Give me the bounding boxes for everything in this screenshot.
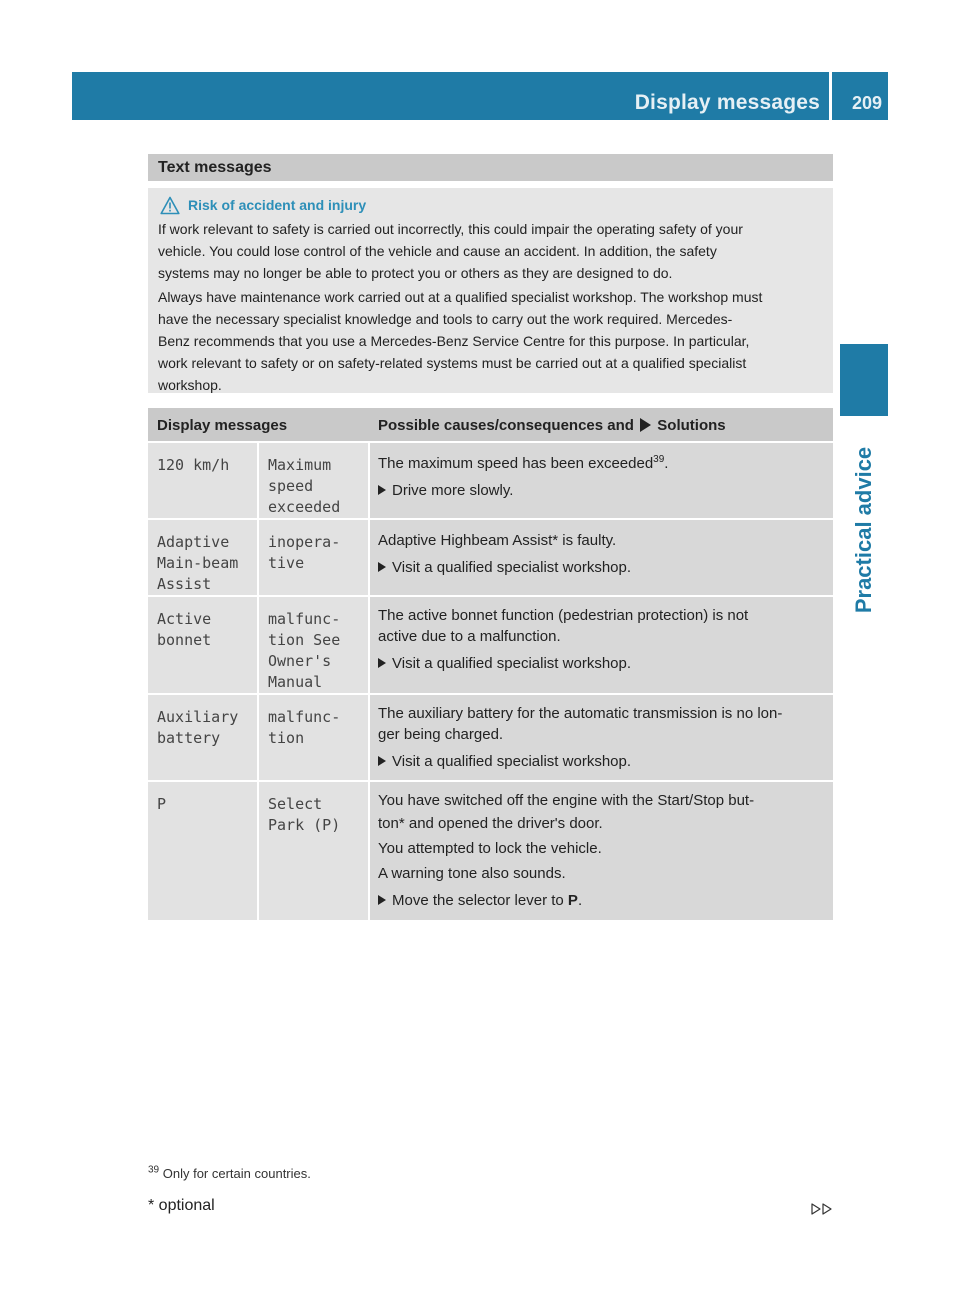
message-cell xyxy=(148,443,257,518)
cause-line: You have switched off the engine with the Start/Stop but- xyxy=(378,792,755,809)
cause-line-end: . xyxy=(664,455,669,472)
solution-cell xyxy=(370,597,833,693)
action-text-end: . xyxy=(577,892,583,909)
action-text: Visit a qualified specialist workshop. xyxy=(392,753,632,770)
action-text: Move the selector lever to xyxy=(392,892,564,909)
table-row xyxy=(148,782,833,920)
action-step xyxy=(378,751,631,773)
action-step xyxy=(378,557,631,579)
warning-line: work relevant to safety or on safety-related systems must be carried out at a qualified specialist xyxy=(158,355,747,371)
bullet-arrow-icon xyxy=(378,485,386,495)
message-cell xyxy=(259,520,368,595)
cause-text xyxy=(378,453,668,475)
action-step xyxy=(378,890,582,912)
footnote-text: Only for certain countries. xyxy=(162,1166,311,1181)
solution-cell xyxy=(370,695,833,780)
message-cell xyxy=(259,443,368,518)
cause-line: A warning tone also sounds. xyxy=(378,865,566,882)
warning-line: systems may no longer be able to protect you or others as they are designed to do. xyxy=(158,265,673,281)
warning-triangle-icon xyxy=(160,196,180,215)
optional-note: * optional xyxy=(148,1197,215,1214)
message-cell xyxy=(259,695,368,780)
display-message-part1: Auxiliary battery xyxy=(157,708,239,747)
message-cell xyxy=(148,520,257,595)
cause-line: Adaptive Highbeam Assist* is faulty. xyxy=(378,532,617,549)
column-header-prefix: Possible causes/consequences and xyxy=(378,417,634,434)
table-row xyxy=(148,695,833,780)
action-text: Visit a qualified specialist workshop. xyxy=(392,655,632,672)
bullet-arrow-icon xyxy=(378,895,386,905)
warning-line: Always have maintenance work carried out at a qualified specialist workshop. The workshop must xyxy=(158,289,763,305)
page-title: Display messages xyxy=(634,91,820,114)
footnote-number: 39 xyxy=(148,1164,160,1176)
table-row xyxy=(148,597,833,693)
page-header xyxy=(72,72,888,120)
chapter-tab-marker xyxy=(840,344,888,416)
footnote-ref: 39 xyxy=(653,454,665,465)
footnote xyxy=(148,1166,311,1181)
warning-paragraph-1 xyxy=(158,218,828,284)
action-step xyxy=(378,653,631,675)
column-header-suffix: Solutions xyxy=(657,417,726,434)
column-header-display-messages: Display messages xyxy=(157,417,288,434)
message-cell xyxy=(259,782,368,920)
header-divider xyxy=(829,72,832,120)
cause-line: ger being charged. xyxy=(378,726,504,743)
action-step xyxy=(378,480,513,502)
display-message-part2: malfunc‐ tion See Owner's Manual xyxy=(268,610,341,691)
solution-arrow-icon xyxy=(640,418,651,432)
table-header xyxy=(148,408,833,441)
message-cell xyxy=(148,597,257,693)
warning-line: have the necessary specialist knowledge and tools to carry out the work required. Mercedes- xyxy=(158,311,733,327)
warning-title: Risk of accident and injury xyxy=(188,197,367,213)
table-row xyxy=(148,520,833,595)
cause-line: The auxiliary battery for the automatic transmission is no lon- xyxy=(378,705,783,722)
warning-line: workshop. xyxy=(158,377,222,393)
display-message-part2: inopera‐ tive xyxy=(268,533,341,572)
page-number: 209 xyxy=(851,93,882,113)
warning-line: If work relevant to safety is carried out incorrectly, this could impair the operating safety of your xyxy=(158,221,743,237)
warning-paragraph-2 xyxy=(158,286,828,396)
display-message-part2: Select Park (P) xyxy=(268,795,341,834)
warning-line: Benz recommends that you use a Mercedes-Benz Service Centre for this purpose. In particular, xyxy=(158,333,750,349)
warning-box xyxy=(148,188,833,393)
message-cell xyxy=(148,695,257,780)
message-cell xyxy=(259,597,368,693)
cause-line: ton* and opened the driver's door. xyxy=(378,815,603,832)
gear-position: P xyxy=(567,892,578,909)
display-message-part1: 120 km/h xyxy=(157,456,230,474)
section-title: Text messages xyxy=(158,159,272,176)
bullet-arrow-icon xyxy=(378,658,386,668)
cause-line: active due to a malfunction. xyxy=(378,628,561,645)
bullet-arrow-icon xyxy=(378,756,386,766)
cause-line: The active bonnet function (pedestrian protection) is not xyxy=(378,607,749,624)
display-message-part1: Active bonnet xyxy=(157,610,212,649)
action-text: Drive more slowly. xyxy=(392,482,514,499)
bullet-arrow-icon xyxy=(378,562,386,572)
display-message-part2: malfunc‐ tion xyxy=(268,708,341,747)
double-arrow-continue-icon xyxy=(811,1203,833,1215)
section-heading xyxy=(148,154,833,181)
action-text: Visit a qualified specialist workshop. xyxy=(392,559,632,576)
display-message-part1: Adaptive Main-beam Assist xyxy=(157,533,239,593)
display-message-part2: Maximum speed exceeded xyxy=(268,456,341,516)
solution-cell xyxy=(370,782,833,920)
solution-cell xyxy=(370,443,833,518)
warning-line: vehicle. You could lose control of the vehicle and cause an accident. In addition, the safety xyxy=(158,243,717,259)
column-header-causes-solutions xyxy=(378,417,726,434)
display-message-part1: P xyxy=(157,795,167,813)
table-row xyxy=(148,443,833,518)
cause-line: You attempted to lock the vehicle. xyxy=(378,840,602,857)
cause-line: The maximum speed has been exceeded xyxy=(378,455,654,472)
message-cell xyxy=(148,782,257,920)
solution-cell xyxy=(370,520,833,595)
chapter-label: Practical advice xyxy=(851,446,876,614)
